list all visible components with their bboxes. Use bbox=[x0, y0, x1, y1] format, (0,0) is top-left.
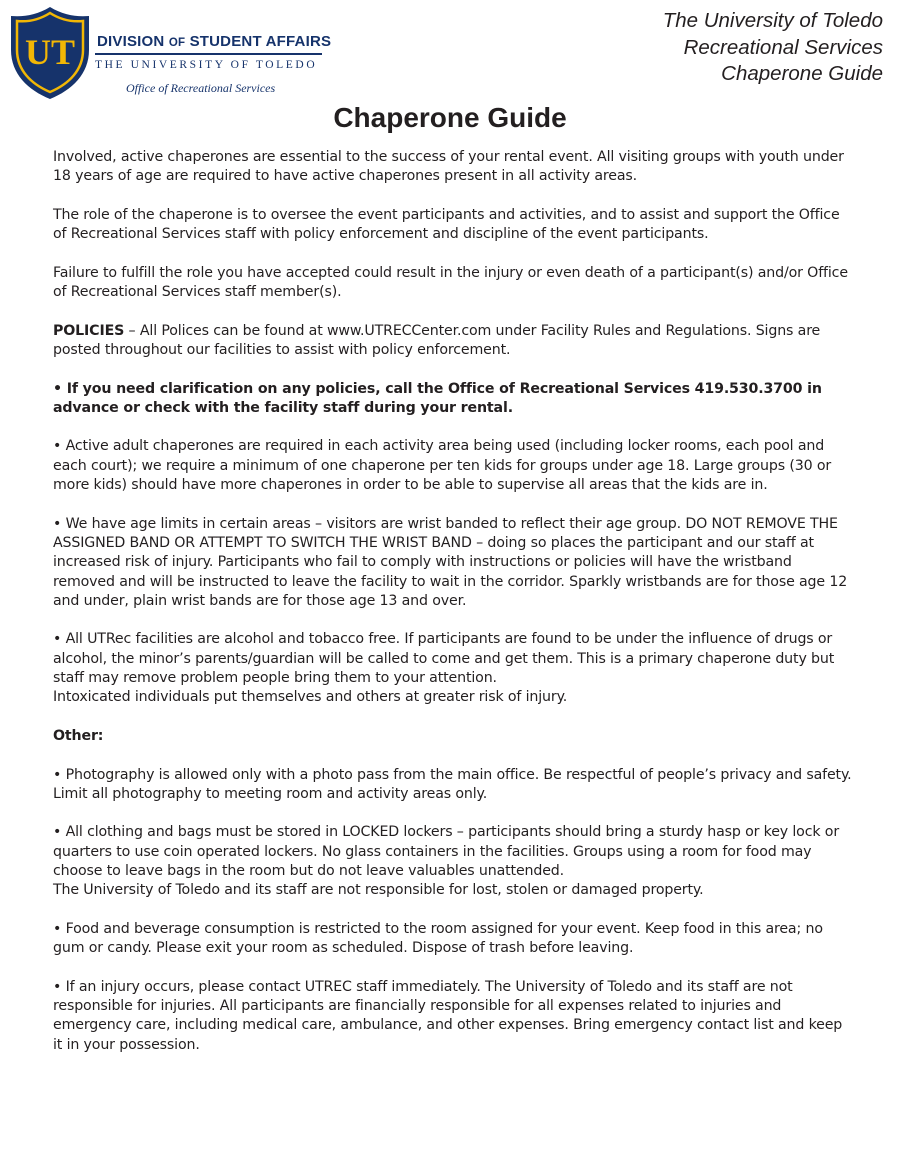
header-right-line-1: The University of Toledo bbox=[662, 9, 883, 32]
alcohol-text: • All UTRec facilities are alcohol and tobacco free. If participants are found to be under the influence of drugs or alcohol, the minor’s parents/guardian will be called to come and get them. This is a primary chaperone duty but staff may remove problem people bring them to your attention. bbox=[53, 631, 835, 687]
clarification-bullet: • If you need clarification on any policies, call the Office of Recreational Services 419.530.3700 in advance or check with the facility staff during your rental. bbox=[53, 380, 822, 416]
division-of: OF bbox=[168, 37, 186, 49]
alcohol-text-2: Intoxicated individuals put themselves and others at greater risk of injury. bbox=[53, 689, 568, 706]
intro-paragraph: Involved, active chaperones are essential to the success of your rental event. All visiting groups with youth under 18 years of age are required to have active chaperones present in all activity areas. bbox=[53, 149, 844, 185]
other-heading: Other: bbox=[53, 727, 104, 744]
page-title: Chaperone Guide bbox=[333, 102, 567, 133]
division-of-student-affairs bbox=[97, 33, 331, 50]
university-name: THE UNIVERSITY OF TOLEDO bbox=[95, 59, 318, 71]
header-right-title bbox=[663, 8, 883, 88]
header-right-line-3: Chaperone Guide bbox=[721, 62, 883, 85]
logo-letters: UT bbox=[24, 32, 76, 72]
header-right-line-2: Recreational Services bbox=[683, 35, 883, 59]
failure-paragraph: Failure to fulfill the role you have accepted could result in the injury or even death of a participant(s) and/or Office of Recreational Services staff member(s). bbox=[53, 264, 848, 301]
division-prefix: DIVISION bbox=[97, 33, 165, 50]
food-bullet: • Food and beverage consumption is restricted to the room assigned for your event. Keep food in this area; no gum or candy. Please exit your room as scheduled. Dispose of trash before leaving. bbox=[53, 920, 823, 957]
policies-paragraph bbox=[53, 322, 853, 361]
shield-icon bbox=[10, 6, 90, 100]
lockers-text-2: The University of Toledo and its staff are not responsible for lost, stolen or damaged property. bbox=[53, 882, 704, 899]
ut-shield-logo bbox=[10, 6, 90, 100]
lockers-text: • All clothing and bags must be stored in LOCKED lockers – participants should bring a sturdy hasp or key lock or quarters to use coin operated lockers. No glass containers in the facilities. Groups using a room for food may choose to leave bags in the room but do not leave valuables unattended. bbox=[53, 824, 840, 879]
alcohol-tobacco-bullet bbox=[53, 630, 853, 707]
office-name: Office of Recreational Services bbox=[126, 81, 276, 95]
division-suffix: STUDENT AFFAIRS bbox=[189, 33, 332, 50]
document-body bbox=[53, 148, 853, 1074]
policies-text: – All Polices can be found at www.UTRECCenter.com under Facility Rules and Regulations. Signs are posted throughout our facilities to assist with policy enforcement. bbox=[53, 322, 821, 358]
role-paragraph: The role of the chaperone is to oversee the event participants and activities, and to assist and support the Office of Recreational Services staff with policy enforcement and discipline of the event participants. bbox=[53, 206, 840, 243]
lockers-bullet bbox=[53, 823, 853, 900]
chaperone-ratio-bullet: • Active adult chaperones are required in each activity area being used (including locker rooms, each pool and each court); we require a minimum of one chaperone per ten kids for groups under age 18. Large groups (30 or more kids) should have more chaperones in order to be able to supervise all areas that the kids are in. bbox=[53, 438, 832, 494]
policies-heading: POLICIES bbox=[53, 322, 125, 339]
injury-bullet: • If an injury occurs, please contact UTREC staff immediately. The University of Toledo and its staff are not responsible for injuries. All participants are financially responsible for all expenses related to injuries and emergency care, including medical care, ambulance, and other expenses. Bring emergency contact list and keep it in your possession. bbox=[53, 978, 843, 1053]
page-header bbox=[0, 0, 900, 105]
wristband-bullet: • We have age limits in certain areas – visitors are wrist banded to reflect their age group. DO NOT REMOVE THE ASSIGNED BAND OR ATTEMPT TO SWITCH THE WRIST BAND – doing so places the participant and our staff at increased risk of injury. Participants who fail to comply with instructions or policies will have the wristband removed and will be instructed to leave the facility to wait in the corridor. Sparkly wristbands are for those age 12 and under, plain wrist bands are for those age 13 and over. bbox=[53, 515, 848, 609]
photography-bullet: • Photography is allowed only with a photo pass from the main office. Be respectful of people’s privacy and safety. Limit all photography to meeting room and activity areas only. bbox=[53, 766, 852, 802]
header-divider bbox=[95, 53, 322, 55]
